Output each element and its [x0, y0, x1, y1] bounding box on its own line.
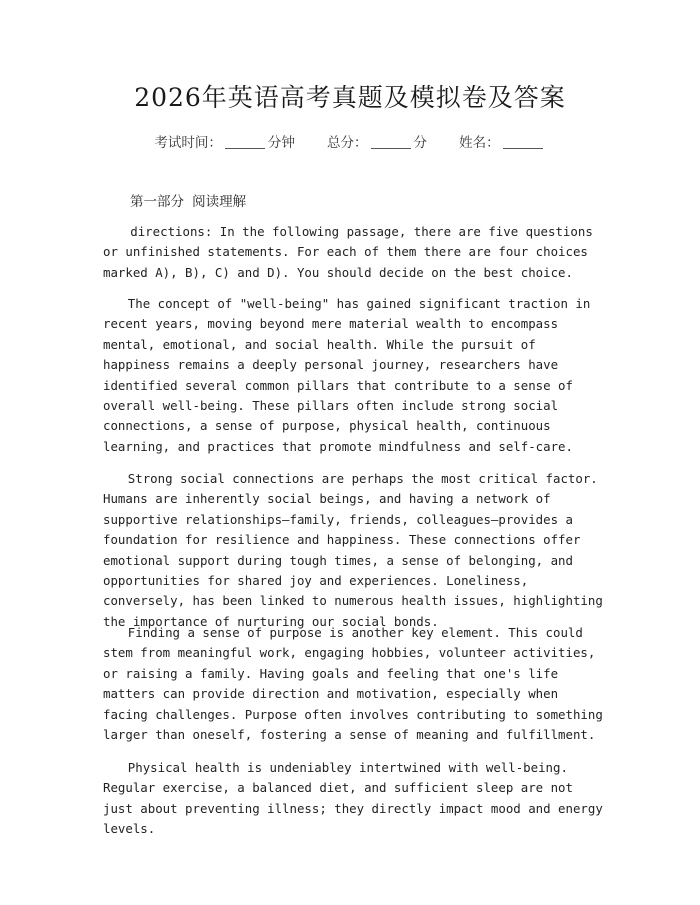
- student-name-field: [459, 131, 546, 151]
- exam-time-unit: 分钟: [267, 135, 295, 151]
- passage-paragraph-1: The concept of "well-being" has gained significant traction in recent years, moving beyond mere material wealth to encompass mental, emotional, and social health. While the pursuit of happiness remains a deeply personal journey, researchers have identified several common pillars that contribute to a sense of overall well-being. These pillars often include strong social connections, a sense of purpose, physical health, continuous learning, and practices that promote mindfulness and self-care.: [103, 296, 591, 454]
- passage-paragraph-2: Strong social connections are perhaps the most critical factor. Humans are inherently social beings, and having a network of supportive relationships—family, friends, colleagues—provides a foundation for resilience and happiness. These connections offer emotional support during tough times, a sense of belonging, and opportunities for shared joy and experiences. Loneliness, conversely, has been linked to numerous health issues, highlighting the importance of nurturing our social bonds.: [103, 471, 603, 629]
- student-name-blank: [503, 134, 543, 149]
- total-score-blank: [371, 134, 411, 149]
- total-score-unit: 分: [413, 135, 427, 151]
- passage-paragraph-4: Physical health is undeniabley intertwined with well-being. Regular exercise, a balanced diet, and sufficient sleep are not just about preventing illness; they directly impact mood and energy levels.: [103, 760, 603, 837]
- section-title: 第一部分 阅读理解: [130, 194, 247, 210]
- page-title: 2026年英语高考真题及模拟卷及答案: [134, 83, 566, 112]
- passage-paragraph-3: Finding a sense of purpose is another key element. This could stem from meaningful work, engaging hobbies, volunteer activities, or raising a family. Having goals and feeling that one's life matters can provide direction and motivation, especially when facing challenges. Purpose often involves contributing to something larger than oneself, fostering a sense of meaning and fulfillment.: [103, 625, 603, 743]
- total-score-field: [327, 131, 427, 151]
- exam-meta: [0, 131, 700, 151]
- total-score-label: 总分：: [327, 135, 368, 151]
- exam-time-field: [154, 131, 295, 151]
- exam-time-blank: [225, 134, 265, 149]
- student-name-label: 姓名：: [459, 135, 500, 151]
- directions-paragraph: directions: In the following passage, there are five questions or unfinished statements. For each of them there are four choices marked A), B), C) and D). You should decide on the best choice.: [103, 224, 593, 280]
- exam-time-label: 考试时间：: [154, 135, 222, 151]
